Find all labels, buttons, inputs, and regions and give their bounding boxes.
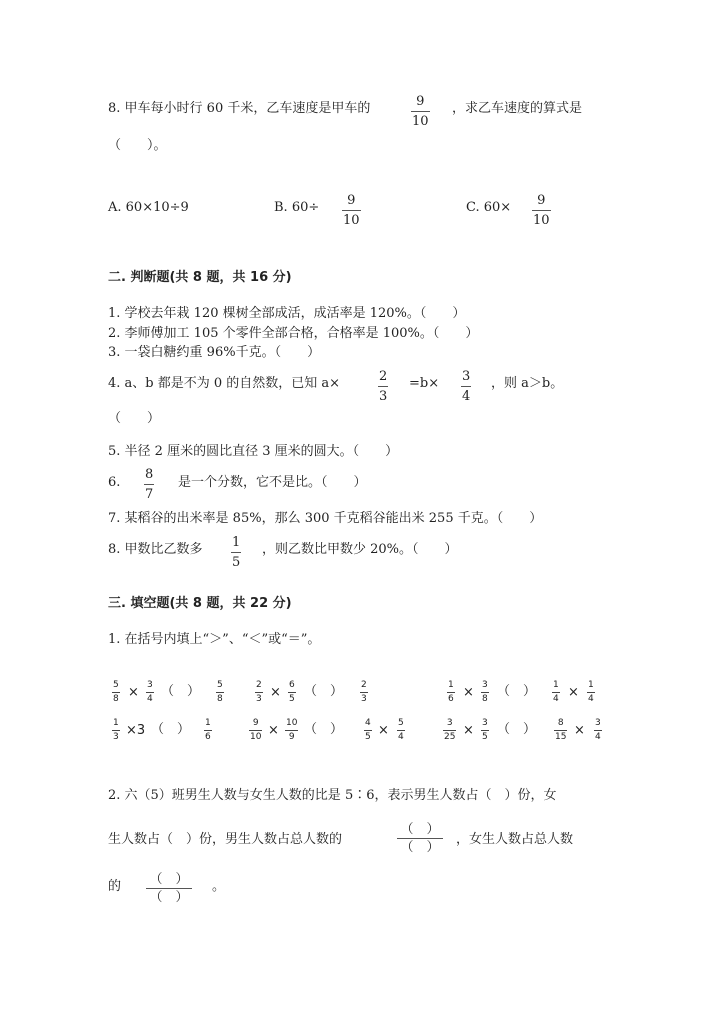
section3-title: 三. 填空题(共 8 题，共 22 分) — [108, 596, 292, 611]
grid-r2c3-op: × — [463, 723, 474, 738]
q8-text-before: 8. 甲车每小时行 60 千米，乙车速度是甲车的 — [108, 101, 371, 116]
grid-r2c3-a — [443, 719, 456, 742]
grid-r1c3-a — [447, 681, 455, 704]
fraction-bar — [342, 210, 361, 211]
frac-den: 7 — [145, 487, 154, 502]
grid-r2c2-op: × — [268, 723, 279, 738]
grid-r2c2-b — [285, 719, 298, 742]
frac-num: 1 — [205, 718, 211, 728]
grid-r1c2-a — [255, 681, 263, 704]
fraction-bar — [447, 692, 455, 693]
fraction-bar — [231, 552, 241, 553]
frac-num: 3 — [462, 369, 471, 384]
fraction-bar — [397, 838, 443, 839]
frac-den: 4 — [553, 694, 559, 704]
fraction-bar — [204, 730, 212, 731]
frac-den: 5 — [289, 694, 295, 704]
s2-q7: 7. 某稻谷的出米率是 85%，那么 300 千克稻谷能出米 255 千克。（ ） — [108, 511, 543, 526]
frac-den: 10 — [343, 213, 360, 228]
frac-num: 5 — [398, 718, 404, 728]
fraction-bar — [112, 730, 120, 731]
q8-option-b-fraction — [342, 194, 361, 227]
frac-num: 8 — [557, 718, 564, 728]
frac-num-blank[interactable]: （ ） — [400, 822, 440, 837]
frac-den: 3 — [256, 694, 262, 704]
frac-den: 3 — [113, 732, 119, 742]
frac-den: 9 — [288, 732, 295, 742]
q8-option-c-fraction — [532, 194, 551, 227]
frac-den: 4 — [147, 694, 153, 704]
grid-r1c2-b — [288, 681, 296, 704]
fraction-bar — [594, 730, 602, 731]
grid-r2c1-op: ×3 — [126, 723, 146, 738]
grid-r1c3-r — [552, 681, 560, 704]
grid-r1c3-b — [481, 681, 489, 704]
s2-q4-suffix: ，则 a＞b。 — [491, 376, 564, 391]
grid-r2c2-op2: × — [378, 723, 389, 738]
frac-num: 2 — [379, 369, 388, 384]
fraction-bar — [554, 730, 567, 731]
frac-den: 8 — [113, 694, 119, 704]
frac-num: 5 — [217, 680, 223, 690]
s2-q4-mid: =b× — [409, 376, 440, 391]
s2-q2: 2. 李师傅加工 105 个零件全部合格，合格率是 100%。（ ） — [108, 326, 479, 341]
section2-title: 二. 判断题(共 8 题，共 16 分) — [108, 270, 292, 285]
grid-r1c3-op: × — [463, 685, 474, 700]
fraction-bar — [552, 692, 560, 693]
s2-q8-prefix: 8. 甲数比乙数多 — [108, 542, 203, 557]
grid-r1c3-blank[interactable]: （ ） — [497, 684, 537, 699]
frac-den: 5 — [365, 732, 371, 742]
grid-r2c2-r — [364, 719, 372, 742]
s2-q6-prefix: 6. — [108, 475, 121, 490]
grid-r1c3-op2: × — [568, 685, 579, 700]
fraction-bar — [112, 692, 120, 693]
grid-r2c3-r2 — [594, 719, 602, 742]
fraction-bar — [288, 692, 296, 693]
fraction-bar — [255, 692, 263, 693]
frac-den: 3 — [361, 694, 367, 704]
frac-num: 9 — [252, 718, 259, 728]
s3-q2-fraction-blank-2[interactable] — [146, 873, 192, 904]
grid-r2c3-blank[interactable]: （ ） — [497, 722, 537, 737]
frac-den: 6 — [205, 732, 211, 742]
frac-den: 4 — [595, 732, 601, 742]
frac-num: 3 — [147, 680, 153, 690]
frac-num: 5 — [113, 680, 119, 690]
s3-q2-line1: 2. 六（5）班男生人数与女生人数的比是 5∶6，表示男生人数占（ ）份，女 — [108, 788, 557, 803]
q8-text-after: ，求乙车速度的算式是 — [452, 101, 583, 116]
grid-r2c2-a — [249, 719, 262, 742]
fraction-bar — [397, 730, 405, 731]
fraction-bar — [249, 730, 262, 731]
grid-r2c2-r2 — [397, 719, 405, 742]
q8-option-c[interactable]: C. 60× — [466, 200, 512, 215]
q8-answer-blank[interactable]: （ ）。 — [108, 138, 167, 153]
frac-den: 3 — [379, 389, 388, 404]
fraction-bar — [364, 730, 372, 731]
frac-den: 10 — [533, 213, 550, 228]
frac-den: 15 — [555, 732, 567, 742]
frac-den: 25 — [444, 732, 456, 742]
s3-q2-line3a: 的 — [108, 879, 122, 894]
frac-num: 9 — [537, 193, 546, 208]
frac-num: 10 — [286, 718, 298, 728]
frac-den-blank[interactable]: （ ） — [400, 840, 440, 855]
frac-num: 8 — [145, 467, 154, 482]
frac-num: 1 — [588, 680, 594, 690]
frac-num: 1 — [113, 718, 119, 728]
s2-q6-fraction — [144, 468, 154, 501]
grid-r2c3-b — [481, 719, 489, 742]
fraction-bar — [144, 484, 154, 485]
fraction-bar — [285, 730, 298, 731]
frac-den: 4 — [588, 694, 594, 704]
q8-option-a[interactable]: A. 60×10÷9 — [108, 200, 189, 215]
s2-q1: 1. 学校去年栽 120 棵树全部成活，成活率是 120%。（ ） — [108, 306, 466, 321]
q8-frac-num: 9 — [416, 94, 425, 109]
frac-num-blank[interactable]: （ ） — [149, 872, 189, 887]
grid-r2c2-blank[interactable]: （ ） — [304, 722, 344, 737]
frac-den: 8 — [482, 694, 488, 704]
grid-r1c1-op: × — [128, 685, 139, 700]
grid-r2c1-blank[interactable]: （ ） — [151, 722, 191, 737]
grid-r2c1-r — [204, 719, 212, 742]
s2-q4-fraction-1 — [378, 370, 388, 403]
frac-den: 4 — [398, 732, 404, 742]
grid-r2c3-op2: × — [574, 723, 585, 738]
fraction-bar — [378, 386, 388, 387]
s3-q2-line2a: 生人数占（ ）份，男生人数占总人数的 — [108, 832, 343, 847]
s2-q4-fraction-2 — [461, 370, 471, 403]
frac-den-blank[interactable]: （ ） — [149, 890, 189, 905]
frac-num: 1 — [553, 680, 559, 690]
s3-q2-line3b: 。 — [212, 879, 226, 894]
q8-frac-den: 10 — [412, 114, 429, 129]
grid-r1c1-a — [112, 681, 120, 704]
fraction-bar — [532, 210, 551, 211]
grid-r1c2-r — [360, 681, 368, 704]
frac-den: 4 — [462, 389, 471, 404]
grid-r1c2-op: × — [270, 685, 281, 700]
s2-q4-prefix: 4. a、b 都是不为 0 的自然数，已知 a× — [108, 376, 341, 391]
s3-q2-fraction-blank-1[interactable] — [397, 823, 443, 854]
frac-den: 8 — [217, 694, 223, 704]
fraction-bar — [360, 692, 368, 693]
s2-q5: 5. 半径 2 厘米的圆比直径 3 厘米的圆大。（ ） — [108, 444, 399, 459]
q8-fraction — [411, 95, 430, 128]
frac-num: 1 — [448, 680, 454, 690]
fraction-bar — [481, 692, 489, 693]
fraction-bar — [481, 730, 489, 731]
s2-q8-suffix: ，则乙数比甲数少 20%。（ ） — [262, 542, 458, 557]
frac-num: 2 — [256, 680, 262, 690]
frac-num: 4 — [365, 718, 371, 728]
frac-num: 3 — [482, 680, 488, 690]
s2-q6-suffix: 是一个分数，它不是比。（ ） — [178, 475, 367, 490]
frac-den: 5 — [232, 555, 241, 570]
fraction-bar — [411, 111, 430, 112]
frac-num: 1 — [232, 535, 241, 550]
fraction-bar — [461, 386, 471, 387]
fraction-bar — [146, 888, 192, 889]
grid-r1c3-r2 — [587, 681, 595, 704]
s3-q2-line2b: ，女生人数占总人数 — [456, 832, 574, 847]
q8-option-b[interactable]: B. 60÷ — [274, 200, 320, 215]
frac-num: 3 — [482, 718, 488, 728]
s2-q3: 3. 一袋白糖约重 96%千克。（ ） — [108, 345, 321, 360]
frac-den: 10 — [250, 732, 262, 742]
s3-q1-text: 1. 在括号内填上“＞”、“＜”或“＝”。 — [108, 632, 321, 647]
frac-num: 3 — [595, 718, 601, 728]
fraction-bar — [146, 692, 154, 693]
grid-r2c1-a — [112, 719, 120, 742]
grid-r1c1-b — [146, 681, 154, 704]
grid-r1c1-r — [216, 681, 224, 704]
grid-r1c2-blank[interactable]: （ ） — [304, 684, 344, 699]
fraction-bar — [587, 692, 595, 693]
frac-den: 5 — [482, 732, 488, 742]
grid-r2c3-r — [554, 719, 567, 742]
frac-num: 9 — [347, 193, 356, 208]
fraction-bar — [216, 692, 224, 693]
grid-r1c1-blank[interactable]: （ ） — [161, 684, 201, 699]
frac-num: 3 — [446, 718, 453, 728]
s2-q4-blank[interactable]: （ ） — [108, 411, 161, 426]
s2-q8-fraction — [231, 536, 241, 569]
frac-num: 6 — [289, 680, 295, 690]
fraction-bar — [443, 730, 456, 731]
frac-num: 2 — [361, 680, 367, 690]
frac-den: 6 — [448, 694, 454, 704]
